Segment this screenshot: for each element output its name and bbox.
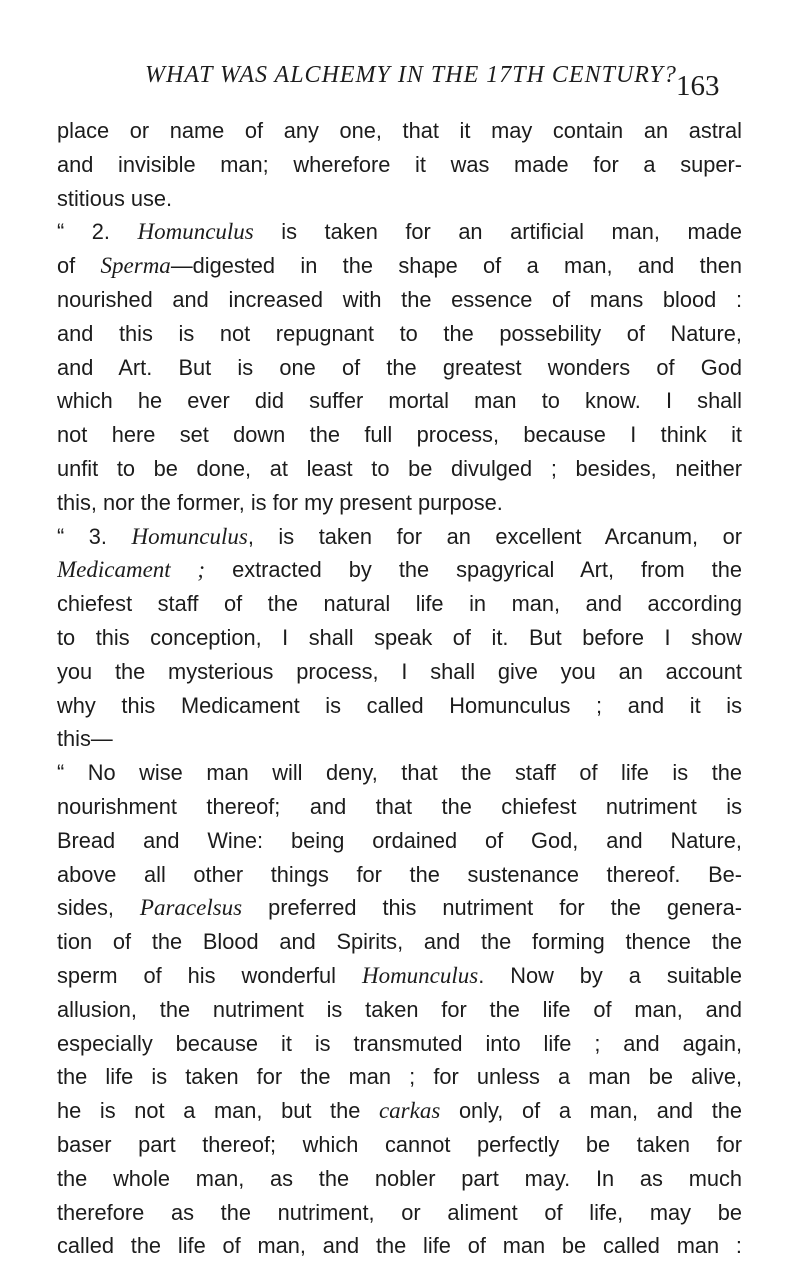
text-line	[57, 959, 742, 993]
text-run: —digested in the shape of a man, and then	[170, 253, 742, 279]
text-line	[57, 384, 742, 418]
italic-text: Sperma	[100, 253, 171, 279]
text-line	[57, 283, 742, 317]
text-run: baser part thereof; which cannot perfectly be taken for	[57, 1131, 742, 1157]
text-run: chiefest staff of the natural life in man, and according	[57, 591, 742, 617]
text-run: he is not a man, but the	[57, 1098, 379, 1124]
text-run: stitious use.	[57, 185, 173, 211]
text-run: you the mysterious process, I shall give you an account	[57, 658, 742, 684]
text-line	[57, 790, 742, 824]
text-line	[57, 689, 742, 723]
italic-text: Homunculus	[131, 523, 248, 549]
text-run: tion of the Blood and Spirits, and the forming thence the	[57, 929, 742, 955]
text-line	[57, 756, 742, 790]
text-line	[57, 148, 742, 182]
text-run: of	[57, 253, 101, 279]
text-run: only, of a man, and the	[440, 1098, 742, 1124]
text-line	[57, 215, 742, 249]
running-title: WHAT WAS ALCHEMY IN THE 17TH CENTURY?	[145, 62, 677, 88]
text-line	[57, 621, 742, 655]
text-line	[57, 1196, 742, 1230]
italic-text: Homunculus	[137, 219, 254, 245]
text-run: and this is not repugnant to the possebility of Nature,	[57, 320, 742, 346]
text-run: “ 2.	[57, 219, 138, 245]
text-line	[57, 1162, 742, 1196]
text-run: this—	[57, 726, 113, 752]
text-run: and invisible man; wherefore it was made for a super-	[57, 151, 742, 177]
text-line	[57, 249, 742, 283]
text-line	[57, 418, 742, 452]
text-run: sides,	[57, 895, 140, 921]
page-header	[0, 62, 800, 102]
text-line	[57, 655, 742, 689]
text-line	[57, 553, 742, 587]
text-line	[57, 722, 742, 756]
text-run: this, nor the former, is for my present purpose.	[57, 489, 503, 515]
text-line	[57, 317, 742, 351]
text-line	[57, 1128, 742, 1162]
text-line	[57, 1229, 742, 1263]
text-run: therefore as the nutriment, or aliment of life, may be	[57, 1199, 742, 1225]
text-run: “ 3.	[57, 523, 132, 549]
text-run: unfit to be done, at least to be divulged ; besides, neither	[57, 455, 742, 481]
text-run: which he ever did suffer mortal man to know. I shall	[57, 388, 742, 414]
text-run: to this conception, I shall speak of it. But before I show	[57, 624, 742, 650]
text-line	[57, 351, 742, 385]
text-run: allusion, the nutriment is taken for the life of man, and	[57, 996, 742, 1022]
text-run: is taken for an artificial man, made	[253, 219, 742, 245]
text-line	[57, 1027, 742, 1061]
text-run: , is taken for an excellent Arcanum, or	[247, 523, 742, 549]
text-run: not here set down the full process, because I think it	[57, 422, 742, 448]
text-run: . Now by a suitable	[478, 962, 742, 988]
text-line	[57, 520, 742, 554]
italic-text: Homunculus	[361, 962, 479, 988]
text-run: why this Medicament is called Homunculus ; and it is	[57, 692, 742, 718]
italic-text: Paracelsus	[139, 895, 243, 921]
text-line	[57, 1094, 742, 1128]
italic-text: Medicament ;	[57, 557, 206, 583]
text-line	[57, 925, 742, 959]
text-line	[57, 858, 742, 892]
text-line	[57, 891, 742, 925]
text-run: preferred this nutriment for the genera-	[242, 895, 742, 921]
text-run: nourished and increased with the essence of mans blood :	[57, 286, 742, 312]
text-line	[57, 587, 742, 621]
text-line	[57, 824, 742, 858]
text-run: “ No wise man will deny, that the staff of life is the	[57, 760, 742, 786]
text-run: the life is taken for the man ; for unless a man be alive,	[57, 1064, 742, 1090]
text-line	[57, 1060, 742, 1094]
text-run: place or name of any one, that it may contain an astral	[57, 118, 742, 143]
text-run: Bread and Wine: being ordained of God, and Nature,	[57, 827, 742, 853]
text-line	[57, 486, 742, 520]
text-run: called the life of man, and the life of man be called man :	[57, 1233, 742, 1259]
text-run: extracted by the spagyrical Art, from the	[205, 557, 742, 583]
text-line	[57, 182, 742, 216]
text-line	[57, 114, 742, 148]
text-run: above all other things for the sustenance thereof. Be-	[57, 861, 742, 887]
text-run: the whole man, as the nobler part may. In as much	[57, 1165, 742, 1191]
page-number: 163	[676, 70, 720, 102]
text-run: and Art. But is one of the greatest wonders of God	[57, 354, 742, 380]
text-run: sperm of his wonderful	[57, 962, 362, 988]
text-run: nourishment thereof; and that the chiefest nutriment is	[57, 793, 742, 819]
text-line	[57, 993, 742, 1027]
text-run: especially because it is transmuted into life ; and again,	[57, 1030, 742, 1056]
body-text	[57, 114, 742, 1263]
text-line	[57, 452, 742, 486]
italic-text: carkas	[378, 1098, 441, 1124]
